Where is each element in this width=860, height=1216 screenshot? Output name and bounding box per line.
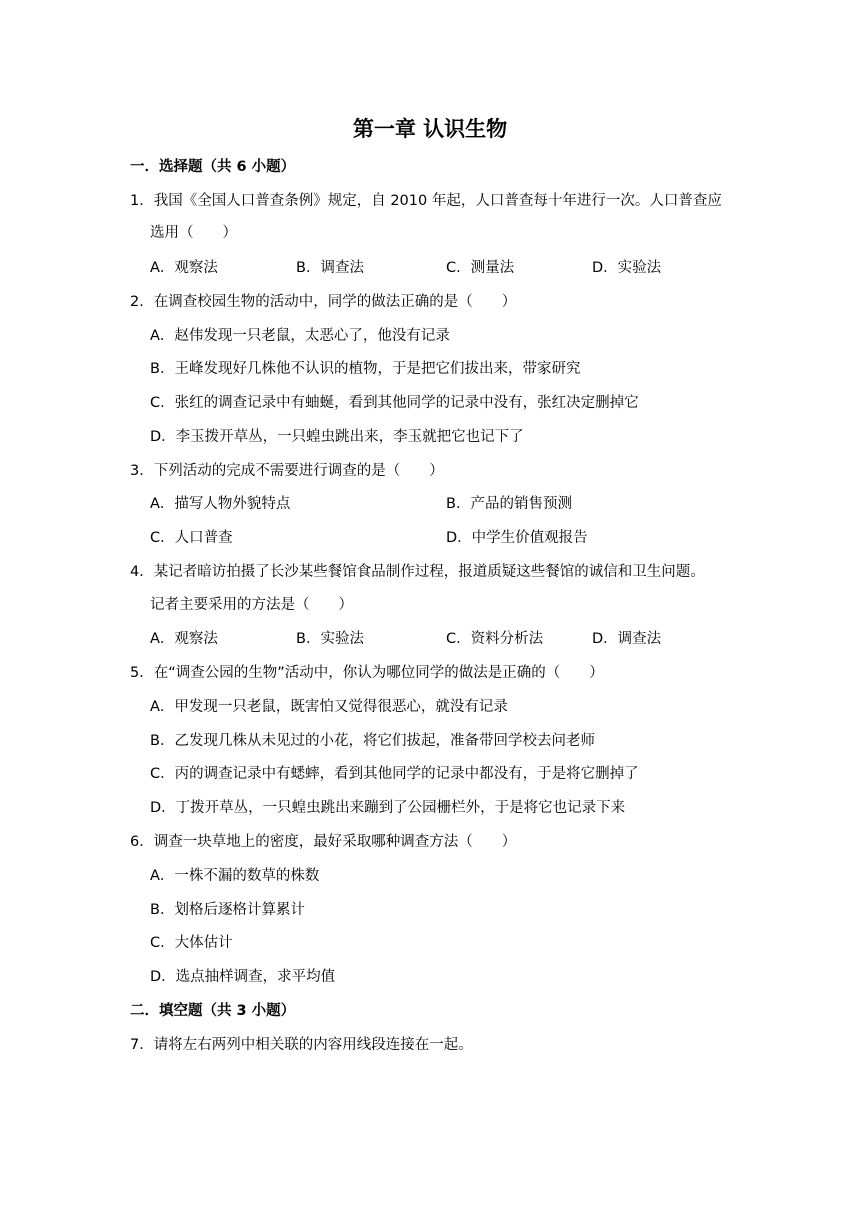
page-title: 第一章 认识生物 [352,117,508,141]
question-6-option-b: B．划格后逐格计算累计 [150,902,305,918]
question-1-option-b: B．调查法 [296,260,364,276]
question-1-stem: 1．我国《全国人口普查条例》规定，自 2010 年起，人口普查每十年进行一次。人口普查应 [130,193,722,209]
question-5-option-c: C．丙的调查记录中有蟋蟀，看到其他同学的记录中都没有，于是将它删掉了 [150,766,639,782]
question-3-stem: 3．下列活动的完成不需要进行调查的是（ ） [130,463,444,479]
section-heading-fill: 二．填空题（共 3 小题） [130,1003,296,1019]
question-1-option-d: D．实验法 [592,260,662,276]
section-heading-choice: 一．选择题（共 6 小题） [130,159,296,175]
question-6-option-a: A．一株不漏的数草的株数 [150,868,320,884]
question-6-option-c: C．大体估计 [150,935,233,951]
question-2-option-d: D．李玉拨开草丛，一只蝗虫跳出来，李玉就把它也记下了 [150,429,524,445]
question-4-stem-cont: 记者主要采用的方法是（ ） [150,597,353,613]
question-6-option-d: D．选点抽样调查，求平均值 [150,969,336,985]
question-5-option-a: A．甲发现一只老鼠，既害怕又觉得很恶心，就没有记录 [150,699,508,715]
question-7-stem: 7．请将左右两列中相关联的内容用线段连接在一起。 [130,1037,473,1053]
question-4-option-c: C．资料分析法 [446,631,544,647]
question-3-option-d: D．中学生价值观报告 [446,530,588,546]
question-1-option-c: C．测量法 [446,260,515,276]
question-2-stem: 2．在调查校园生物的活动中，同学的做法正确的是（ ） [130,294,517,310]
question-6-stem: 6．调查一块草地上的密度，最好采取哪种调查方法（ ） [130,834,517,850]
question-2-option-b: B．王峰发现好几株他不认识的植物，于是把它们拔出来，带家研究 [150,361,581,377]
question-1-stem-cont: 选用（ ） [150,225,237,241]
question-3-option-b: B．产品的销售预测 [446,496,572,512]
question-3-option-c: C．人口普查 [150,530,233,546]
question-4-stem: 4．某记者暗访拍摄了长沙某些餐馆食品制作过程，报道质疑这些餐馆的诚信和卫生问题。 [130,564,705,580]
question-2-option-a: A．赵伟发现一只老鼠，太恶心了，他没有记录 [150,328,450,344]
question-5-option-b: B．乙发现几株从未见过的小花，将它们拔起，准备带回学校去问老师 [150,733,595,749]
question-2-option-c: C．张红的调查记录中有蚰蜒，看到其他同学的记录中没有，张红决定删掉它 [150,395,639,411]
question-5-stem: 5．在“调查公园的生物”活动中，你认为哪位同学的做法是正确的（ ） [130,665,604,681]
question-4-option-b: B．实验法 [296,631,364,647]
question-1-option-a: A．观察法 [150,260,218,276]
question-3-option-a: A．描写人物外貌特点 [150,496,291,512]
question-5-option-d: D．丁拨开草丛，一只蝗虫跳出来蹦到了公园栅栏外，于是将它也记录下来 [150,800,626,816]
question-4-option-a: A．观察法 [150,631,218,647]
question-4-option-d: D．调查法 [592,631,662,647]
